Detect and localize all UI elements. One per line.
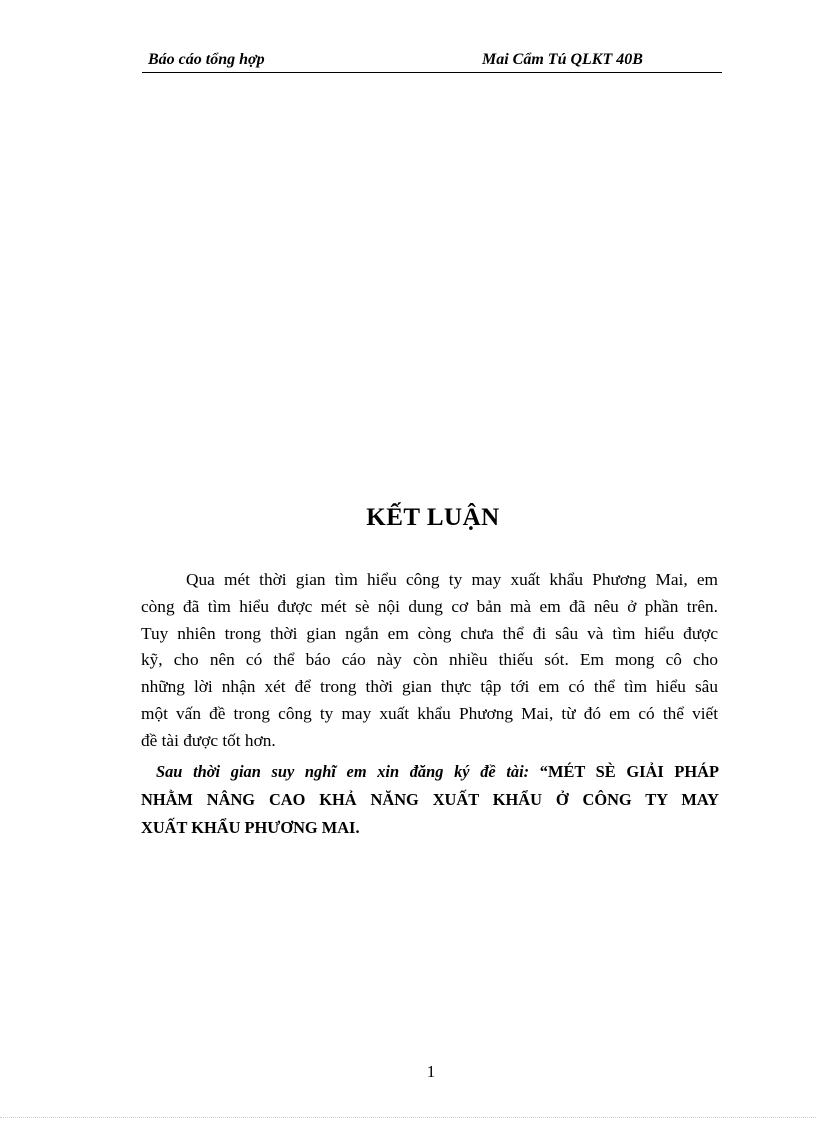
conclusion-paragraph: [141, 567, 718, 755]
page-header: [142, 50, 722, 73]
paragraph-line: Qua mét thời gian tìm hiểu công ty may xuất khẩu Phương Mai, em: [186, 570, 718, 589]
paragraph-line: những lời nhận xét để trong thời gian thực tập tới em có thể tìm hiểu sâu: [141, 677, 718, 697]
paragraph-line: Tuy nhiên trong thời gian ngắn em còng chưa thể đi sâu và tìm hiểu được: [141, 623, 718, 643]
proposal-lead: Sau thời gian suy nghĩ em xin đăng ký đề tài:: [156, 762, 530, 781]
paragraph-line: kỹ, cho nên có thể báo cáo này còn nhiều thiếu sót. Em mong cô cho: [141, 650, 718, 670]
header-report-title: Báo cáo tổng hợp: [148, 51, 265, 68]
header-author: Mai Cẩm Tú QLKT 40B: [482, 51, 643, 68]
paragraph-line: một vấn đề trong công ty may xuất khẩu Phương Mai, từ đó em có thể viết: [141, 703, 718, 723]
page-number: 1: [426, 1062, 436, 1081]
page-edge-divider: [0, 1117, 816, 1118]
paragraph-line: còng đã tìm hiểu được mét sè nội dung cơ bản mà em đã nêu ở phần trên.: [141, 596, 718, 616]
paragraph-line: đề tài được tốt hơn.: [141, 730, 276, 750]
proposal-topic-start: “MÉT SÈ GIẢI PHÁP: [529, 762, 719, 781]
topic-proposal: [141, 758, 719, 842]
proposal-line: [141, 758, 719, 786]
page-title: KẾT LUẬN: [366, 504, 500, 531]
proposal-line: NHẰM NÂNG CAO KHẢ NĂNG XUẤT KHẨU Ở CÔNG TY MAY: [141, 790, 719, 809]
proposal-line: XUẤT KHẨU PHƯƠNG MAI.: [141, 818, 360, 837]
